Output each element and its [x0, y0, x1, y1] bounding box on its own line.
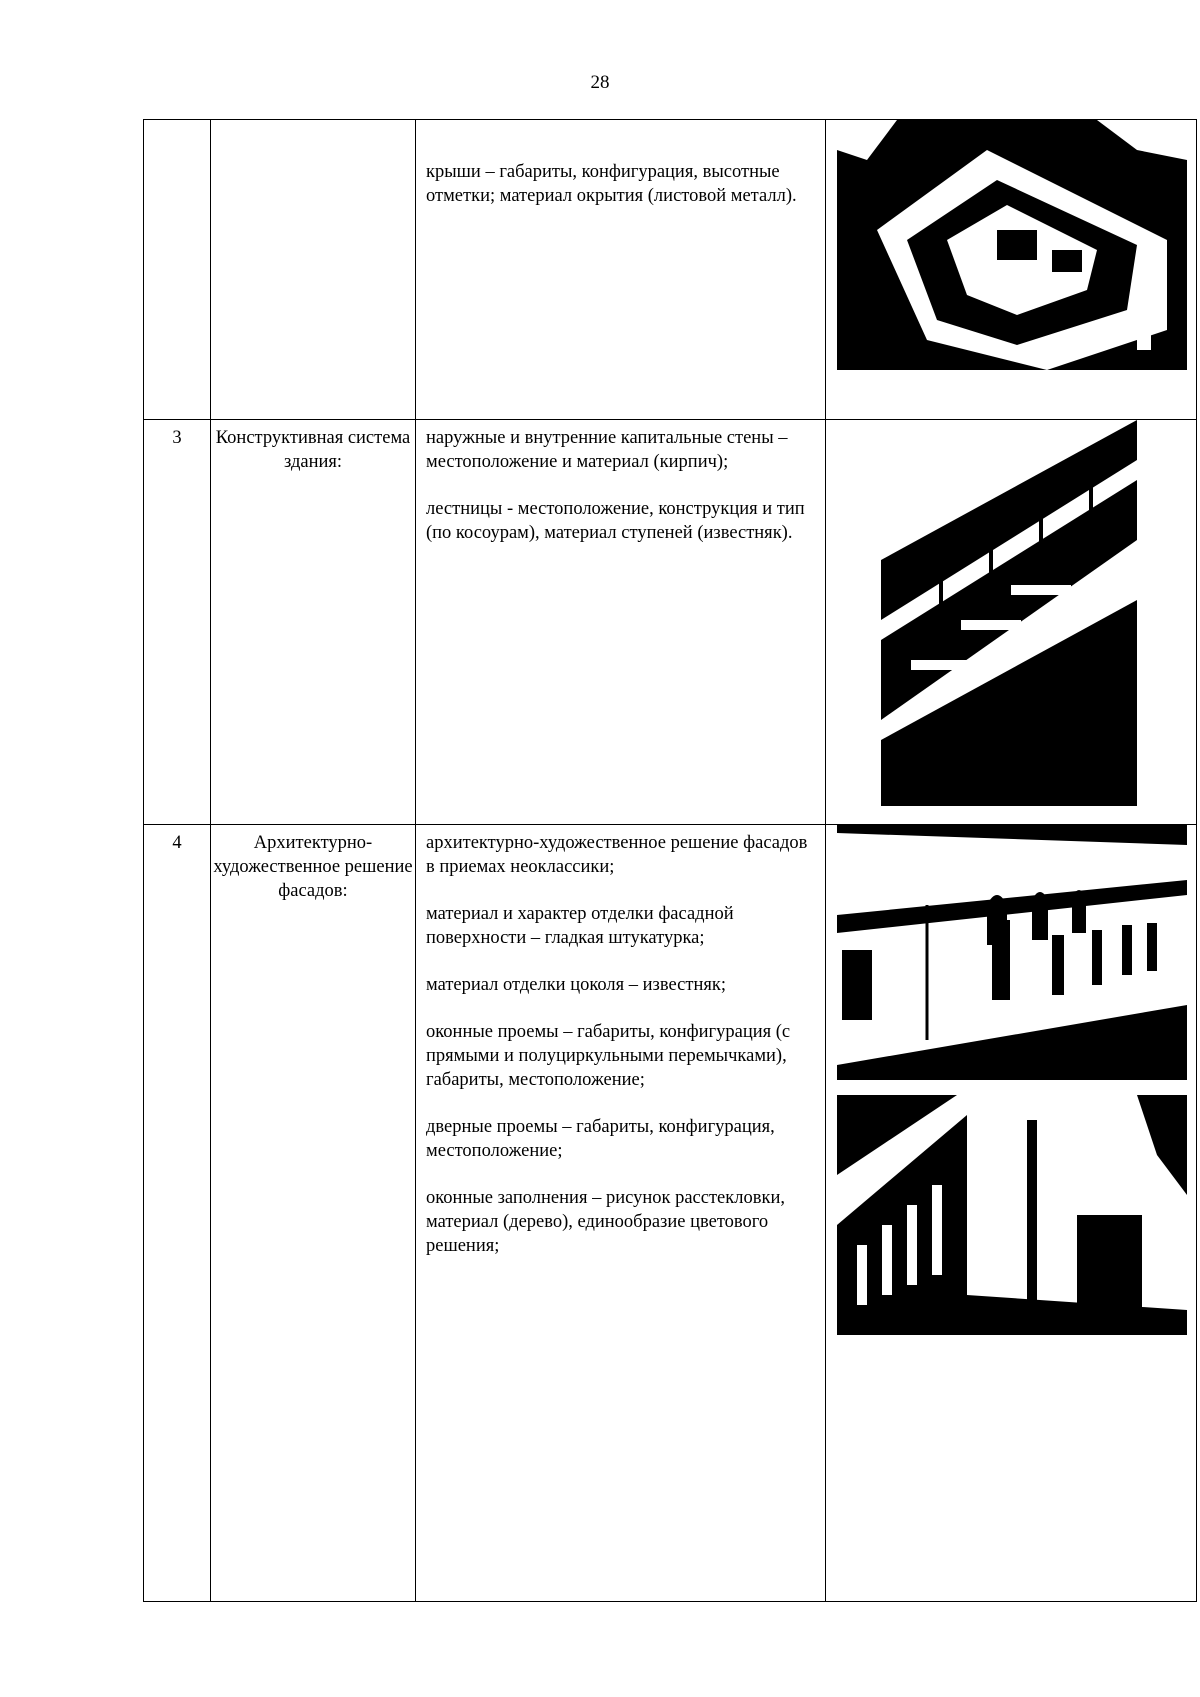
row-name: Архитектурно-художественное решение фасадов: [213, 833, 413, 901]
row-number [144, 120, 211, 420]
table-row [144, 420, 1197, 825]
row-name: Конструктивная система здания: [215, 428, 411, 472]
monument-table [143, 119, 1197, 1602]
table-row [144, 120, 1197, 420]
table-row [144, 825, 1197, 1602]
facade-photo [837, 825, 1187, 1080]
desc-item: наружные и внутренние капитальные стены – местоположение и материал (кирпич); [426, 428, 788, 472]
row-number: 3 [144, 420, 211, 825]
desc-item: лестницы - местоположение, конструкция и тип (по косоурам), материал ступеней (известняк). [426, 499, 805, 543]
staircase-photo [881, 420, 1137, 806]
desc-item: оконные проемы – габариты, конфигурация (с прямыми и полуциркульными перемычками), габариты, местоположение; [426, 1022, 791, 1090]
desc-item: дверные проемы – габариты, конфигурация, местоположение; [426, 1117, 775, 1161]
desc-item: материал и характер отделки фасадной поверхности – гладкая штукатурка; [426, 904, 734, 948]
roof-photo [837, 120, 1187, 370]
desc-item: крыши – габариты, конфигурация, высотные отметки; материал окрытия (листовой металл). [426, 162, 797, 206]
desc-item: архитектурно-художественное решение фасадов в приемах неоклассики; [426, 833, 808, 877]
desc-item: оконные заполнения – рисунок расстекловки, материал (дерево), единообразие цветового решения; [426, 1188, 785, 1256]
building-corner-photo [837, 1095, 1187, 1335]
row-name [211, 120, 415, 126]
row-number: 4 [144, 825, 211, 1602]
desc-item: материал отделки цоколя – известняк; [426, 975, 726, 995]
page-number: 28 [590, 72, 610, 93]
